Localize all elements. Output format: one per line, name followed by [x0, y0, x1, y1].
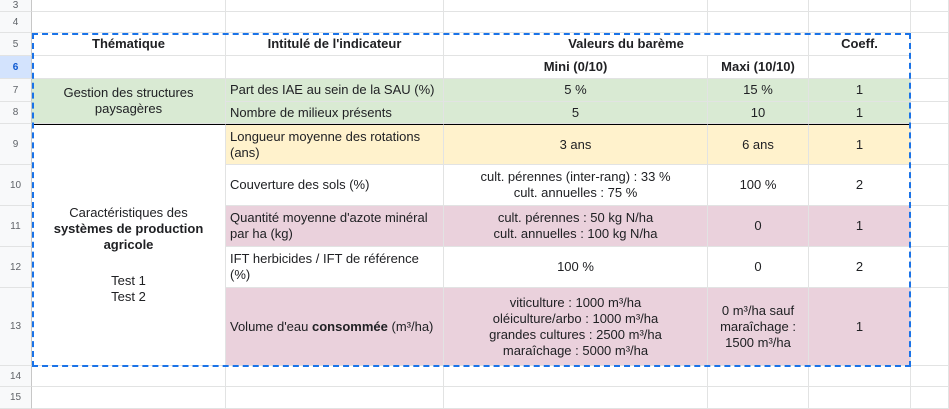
test-2-label: Test 2	[111, 289, 146, 304]
maxi-value[interactable]: 6 ans	[708, 124, 809, 165]
mini-line: cult. annuelles : 100 kg N/ha	[493, 226, 658, 241]
cell-empty[interactable]	[708, 12, 809, 33]
row-header-11[interactable]: 11	[0, 206, 32, 247]
indicator-label[interactable]: Couverture des sols (%)	[226, 165, 444, 206]
cell-empty[interactable]	[911, 33, 949, 79]
maxi-value[interactable]: 15 %	[708, 79, 809, 102]
mini-value[interactable]	[444, 165, 708, 206]
cell-empty[interactable]	[32, 56, 226, 79]
cell-empty[interactable]	[809, 366, 911, 387]
cell-empty[interactable]	[226, 387, 444, 409]
cell-empty[interactable]	[32, 0, 226, 12]
coeff-value[interactable]: 1	[809, 102, 911, 124]
coeff-value[interactable]: 1	[809, 79, 911, 102]
cell-empty[interactable]	[32, 366, 226, 387]
header-thematique[interactable]: Thématique	[32, 33, 226, 56]
header-intitule[interactable]: Intitulé de l'indicateur	[226, 33, 444, 56]
group-gestion-structures[interactable]: Gestion des structures paysagères	[32, 79, 226, 124]
group-systemes-production[interactable]	[32, 124, 226, 366]
cell-empty[interactable]	[226, 0, 444, 12]
cell-empty[interactable]	[911, 165, 949, 206]
indicator-label[interactable]: IFT herbicides / IFT de référence (%)	[226, 247, 444, 288]
row-header-4[interactable]: 4	[0, 12, 32, 33]
mini-value[interactable]: 5 %	[444, 79, 708, 102]
maxi-value[interactable]: 100 %	[708, 165, 809, 206]
coeff-value[interactable]: 2	[809, 165, 911, 206]
cell-empty[interactable]	[911, 387, 949, 409]
maxi-value[interactable]: 10	[708, 102, 809, 124]
row-header-7[interactable]: 7	[0, 79, 32, 102]
cell-empty[interactable]	[226, 56, 444, 79]
indicator-label[interactable]: Quantité moyenne d'azote minéral par ha (kg)	[226, 206, 444, 247]
row-header-6[interactable]: 6	[0, 56, 32, 79]
indicator-label[interactable]: Nombre de milieux présents	[226, 102, 444, 124]
spreadsheet-grid[interactable]	[32, 0, 949, 409]
cell-empty[interactable]	[226, 12, 444, 33]
row-header-10[interactable]: 10	[0, 165, 32, 206]
cell-empty[interactable]	[911, 206, 949, 247]
cell-empty[interactable]	[708, 366, 809, 387]
cell-empty[interactable]	[911, 366, 949, 387]
cell-empty[interactable]	[809, 12, 911, 33]
indicator-label[interactable]: Longueur moyenne des rotations (ans)	[226, 124, 444, 165]
cell-empty[interactable]	[911, 12, 949, 33]
row-header-5[interactable]: 5	[0, 33, 32, 56]
mini-value[interactable]	[444, 288, 708, 366]
cell-empty[interactable]	[911, 247, 949, 288]
maxi-line: 0 m³/ha sauf	[721, 302, 795, 318]
mini-value[interactable]: 3 ans	[444, 124, 708, 165]
cell-empty[interactable]	[809, 56, 911, 79]
row-header-12[interactable]: 12	[0, 247, 32, 288]
cell-empty[interactable]	[444, 387, 708, 409]
cell-empty[interactable]	[444, 366, 708, 387]
indicator-label[interactable]: Part des IAE au sein de la SAU (%)	[226, 79, 444, 102]
row-header-8[interactable]: 8	[0, 102, 32, 124]
row-header-3[interactable]: 3	[0, 0, 32, 12]
header-valeurs[interactable]: Valeurs du barème	[444, 33, 809, 56]
maxi-value[interactable]	[708, 288, 809, 366]
cell-empty[interactable]	[226, 366, 444, 387]
row-header-9[interactable]: 9	[0, 124, 32, 165]
mini-line: cult. annuelles : 75 %	[513, 185, 638, 200]
coeff-value[interactable]: 2	[809, 247, 911, 288]
cell-empty[interactable]	[32, 387, 226, 409]
cell-empty[interactable]	[444, 0, 708, 12]
group-title: Caractéristiques des systèmes de production agricole	[53, 205, 204, 252]
cell-empty[interactable]	[911, 288, 949, 366]
header-mini[interactable]: Mini (0/10)	[444, 56, 708, 79]
row-header-15[interactable]: 15	[0, 387, 32, 409]
test-1-label: Test 1	[111, 273, 146, 288]
coeff-value[interactable]: 1	[809, 124, 911, 165]
maxi-value[interactable]: 0	[708, 206, 809, 247]
mini-line: grandes cultures : 2500 m³/ha	[489, 326, 662, 342]
cell-empty[interactable]	[911, 124, 949, 165]
mini-line: oléiculture/arbo : 1000 m³/ha	[492, 310, 659, 326]
mini-line: viticulture : 1000 m³/ha	[509, 294, 642, 310]
mini-line: maraîchage : 5000 m³/ha	[502, 342, 649, 358]
mini-line: cult. pérennes : 50 kg N/ha	[497, 210, 654, 225]
cell-empty[interactable]	[809, 0, 911, 12]
cell-empty[interactable]	[708, 387, 809, 409]
cell-empty[interactable]	[911, 102, 949, 124]
mini-value[interactable]	[444, 206, 708, 247]
cell-empty[interactable]	[809, 387, 911, 409]
row-header-13[interactable]: 13	[0, 288, 32, 366]
cell-empty[interactable]	[911, 0, 949, 12]
cell-empty[interactable]	[911, 79, 949, 102]
maxi-value[interactable]: 0	[708, 247, 809, 288]
maxi-line: maraîchage :	[720, 318, 796, 334]
mini-line: cult. pérennes (inter-rang) : 33 %	[480, 169, 671, 184]
maxi-line: 1500 m³/ha	[725, 334, 791, 350]
header-maxi[interactable]: Maxi (10/10)	[708, 56, 809, 79]
indicator-label[interactable]: Volume d'eau consommée (m³/ha)	[226, 288, 444, 366]
mini-value[interactable]: 100 %	[444, 247, 708, 288]
header-coeff[interactable]: Coeff.	[809, 33, 911, 56]
coeff-value[interactable]: 1	[809, 206, 911, 247]
row-header-14[interactable]: 14	[0, 366, 32, 387]
coeff-value[interactable]: 1	[809, 288, 911, 366]
mini-value[interactable]: 5	[444, 102, 708, 124]
cell-empty[interactable]	[32, 12, 226, 33]
cell-empty[interactable]	[708, 0, 809, 12]
cell-empty[interactable]	[444, 12, 708, 33]
